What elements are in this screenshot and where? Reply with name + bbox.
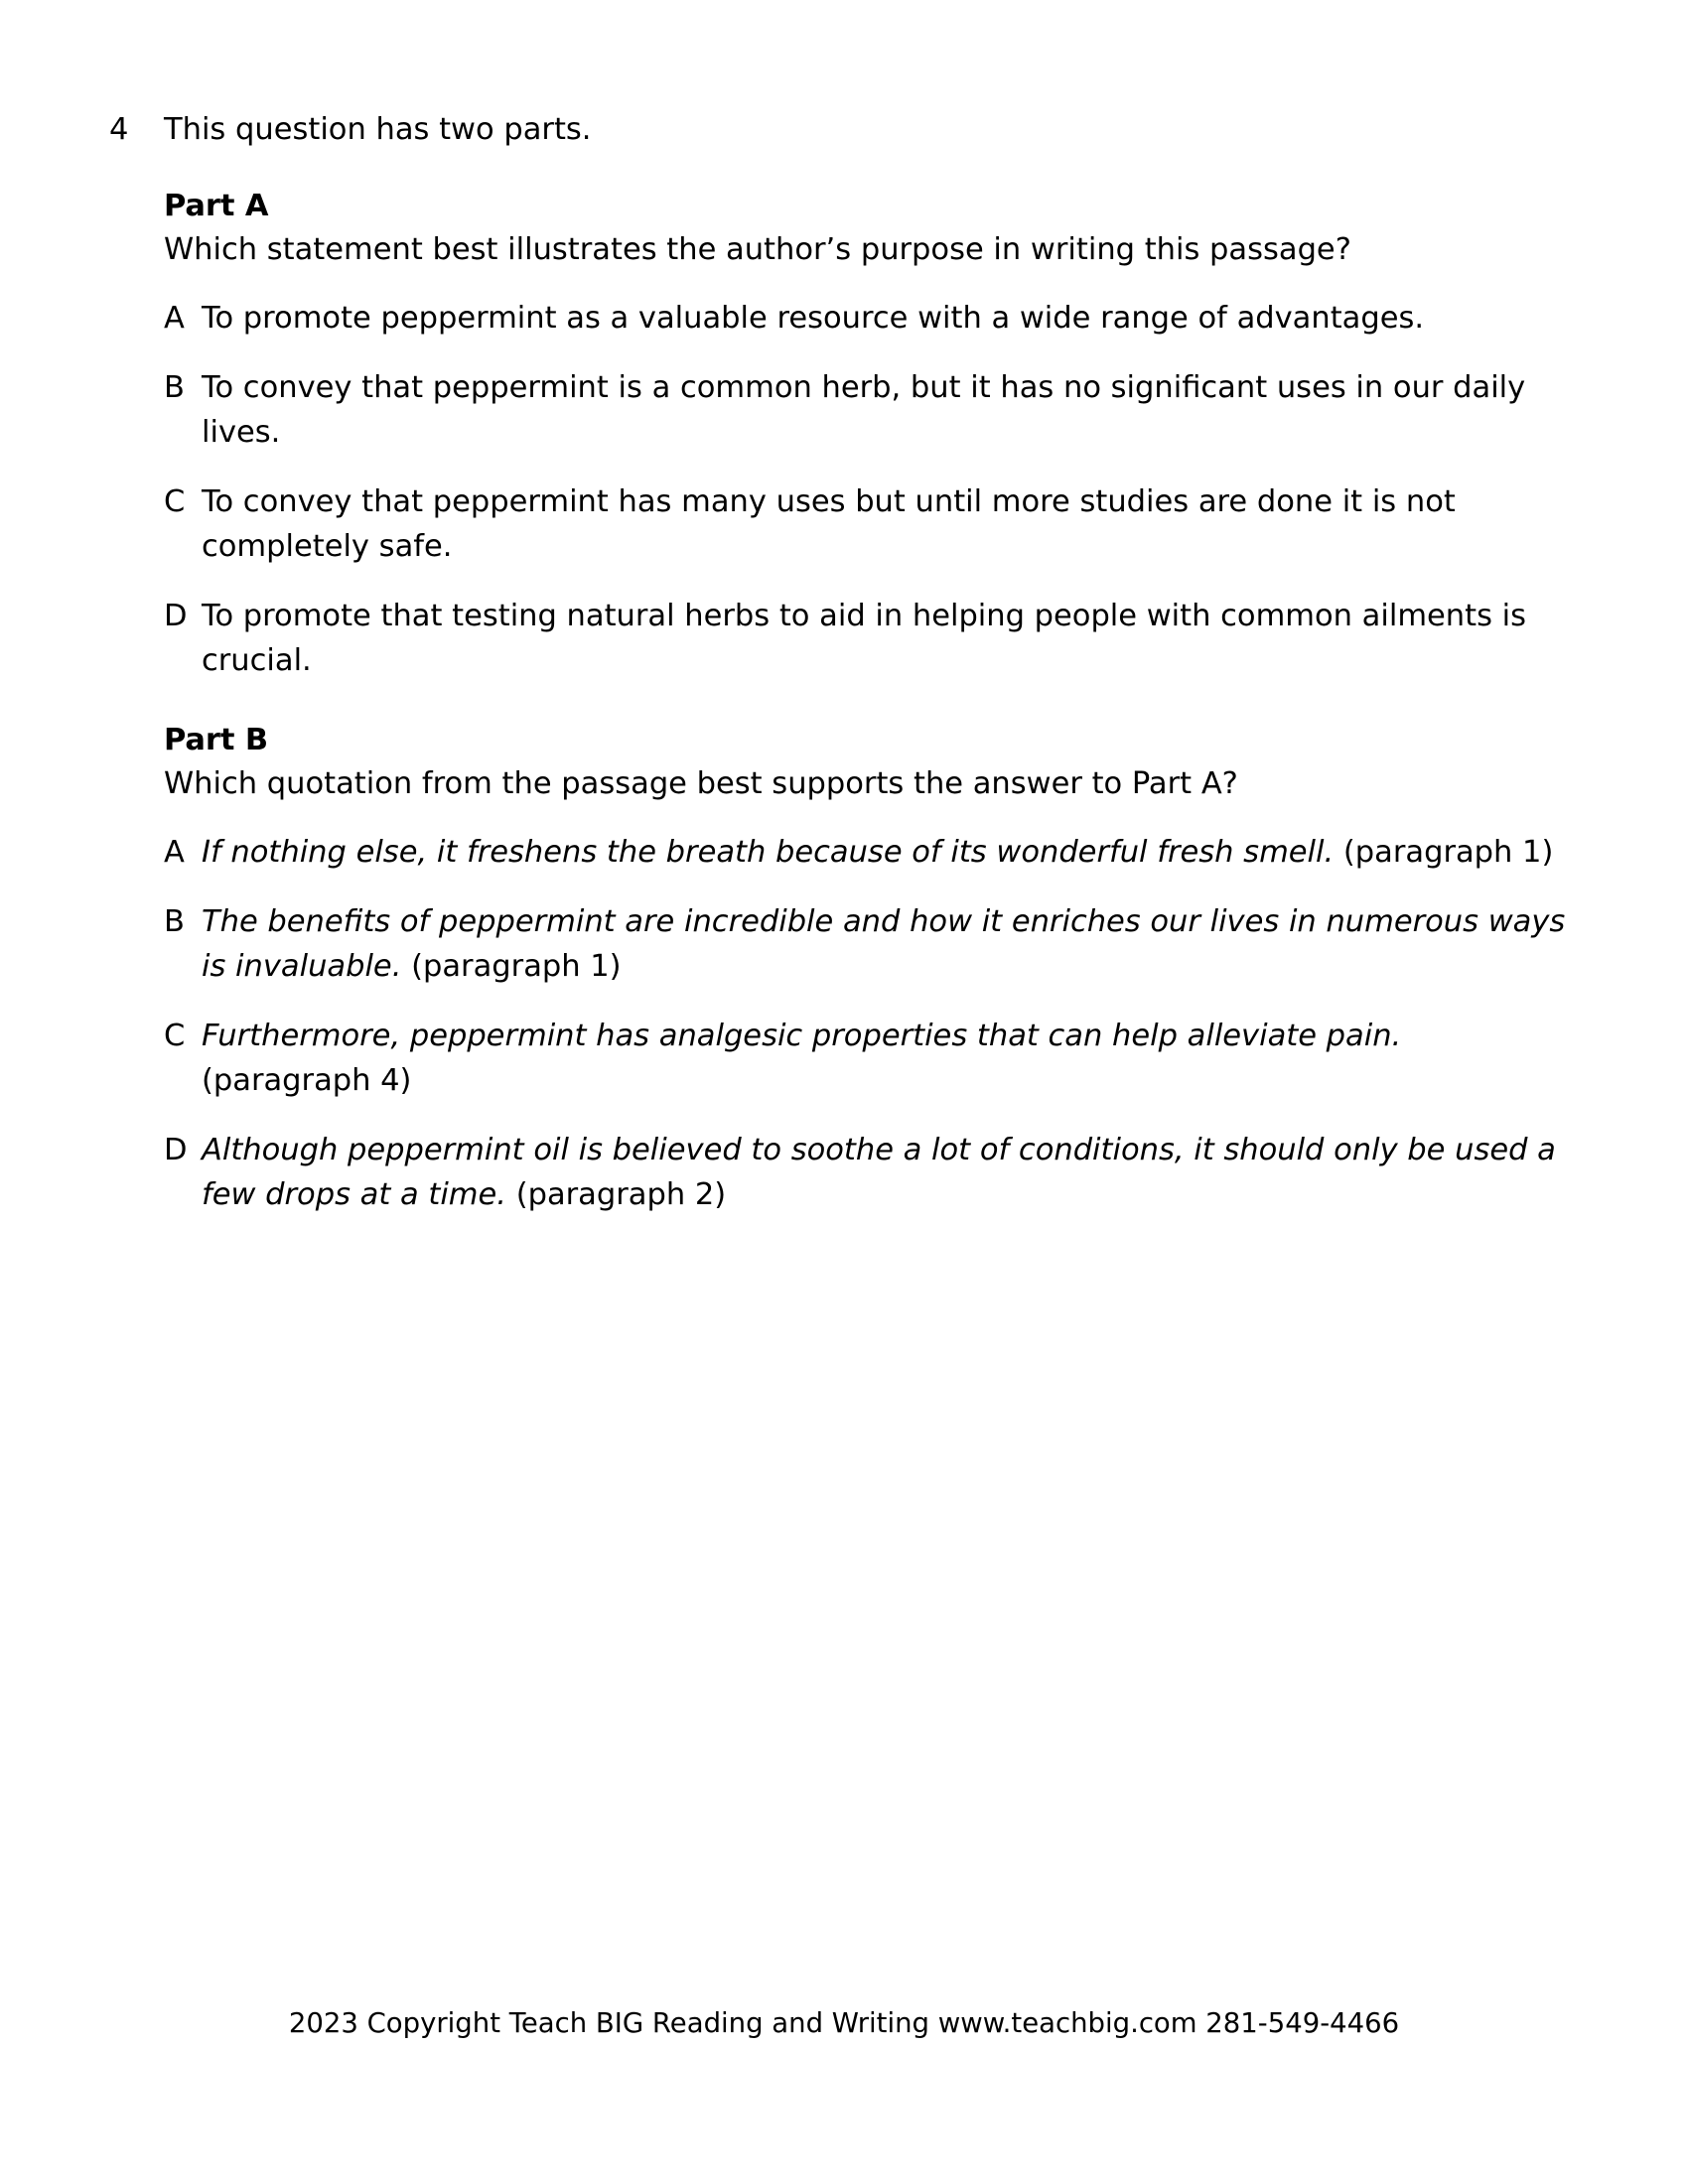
paragraph-reference: (paragraph 1): [411, 949, 622, 984]
choice-text: To promote peppermint as a valuable resource with a wide range of advantages.: [202, 301, 1425, 336]
page-footer: 2023 Copyright Teach BIG Reading and Writing www.teachbig.com 281-549-4466: [288, 2007, 1400, 2039]
choice-letter: A: [164, 301, 185, 336]
answer-choice[interactable]: [164, 1014, 1579, 1103]
part-a-section: [164, 185, 1579, 683]
choice-letter: B: [164, 370, 185, 405]
part-b-heading: Part B: [164, 723, 269, 757]
choice-letter: D: [164, 599, 188, 633]
answer-choice[interactable]: [164, 479, 1579, 569]
part-a-choices: [164, 296, 1579, 683]
answer-choice[interactable]: [164, 296, 1579, 341]
answer-choice[interactable]: [164, 594, 1579, 683]
answer-choice[interactable]: [164, 365, 1579, 455]
choice-text: [202, 1014, 1579, 1103]
question-number: 4: [109, 112, 129, 147]
choice-text: [202, 899, 1579, 989]
quotation-text: If nothing else, it freshens the breath because of its wonderful fresh smell.: [202, 835, 1335, 870]
choice-text: To convey that peppermint has many uses but until more studies are done it is not completely safe.: [202, 484, 1456, 564]
choice-letter: B: [164, 904, 185, 939]
question-stem: This question has two parts.: [164, 112, 592, 147]
paragraph-reference: (paragraph 1): [1342, 835, 1554, 870]
answer-choice[interactable]: [164, 830, 1579, 875]
choice-letter: C: [164, 484, 186, 519]
quotation-text: Although peppermint oil is believed to soothe a lot of conditions, it should only be used a few drops at a time.: [202, 1133, 1556, 1212]
question-header: [109, 107, 1579, 152]
quotation-text: Furthermore, peppermint has analgesic properties that can help alleviate pain.: [202, 1019, 1402, 1053]
answer-choice[interactable]: [164, 899, 1579, 989]
choice-text: [202, 830, 1553, 875]
part-a-stem: Which statement best illustrates the author’s purpose in writing this passage?: [164, 232, 1351, 267]
part-b-choices: [164, 830, 1579, 1217]
question-content: [109, 107, 1579, 1217]
choice-letter: A: [164, 835, 185, 870]
choice-text: To convey that peppermint is a common herb, but it has no significant uses in our daily lives.: [202, 370, 1526, 450]
answer-choice[interactable]: [164, 1128, 1579, 1217]
part-b-section: [164, 719, 1579, 1217]
choice-letter: D: [164, 1133, 188, 1167]
part-a-heading: Part A: [164, 189, 269, 223]
choice-text: [202, 1128, 1579, 1217]
paragraph-reference: (paragraph 2): [515, 1177, 727, 1212]
choice-text: To promote that testing natural herbs to aid in helping people with common ailments is crucial.: [202, 599, 1527, 678]
choice-letter: C: [164, 1019, 186, 1053]
paragraph-reference: (paragraph 4): [202, 1063, 412, 1098]
part-b-stem: Which quotation from the passage best supports the answer to Part A?: [164, 766, 1238, 801]
quotation-text: The benefits of peppermint are incredible and how it enriches our lives in numerous ways is invaluable.: [202, 904, 1566, 984]
